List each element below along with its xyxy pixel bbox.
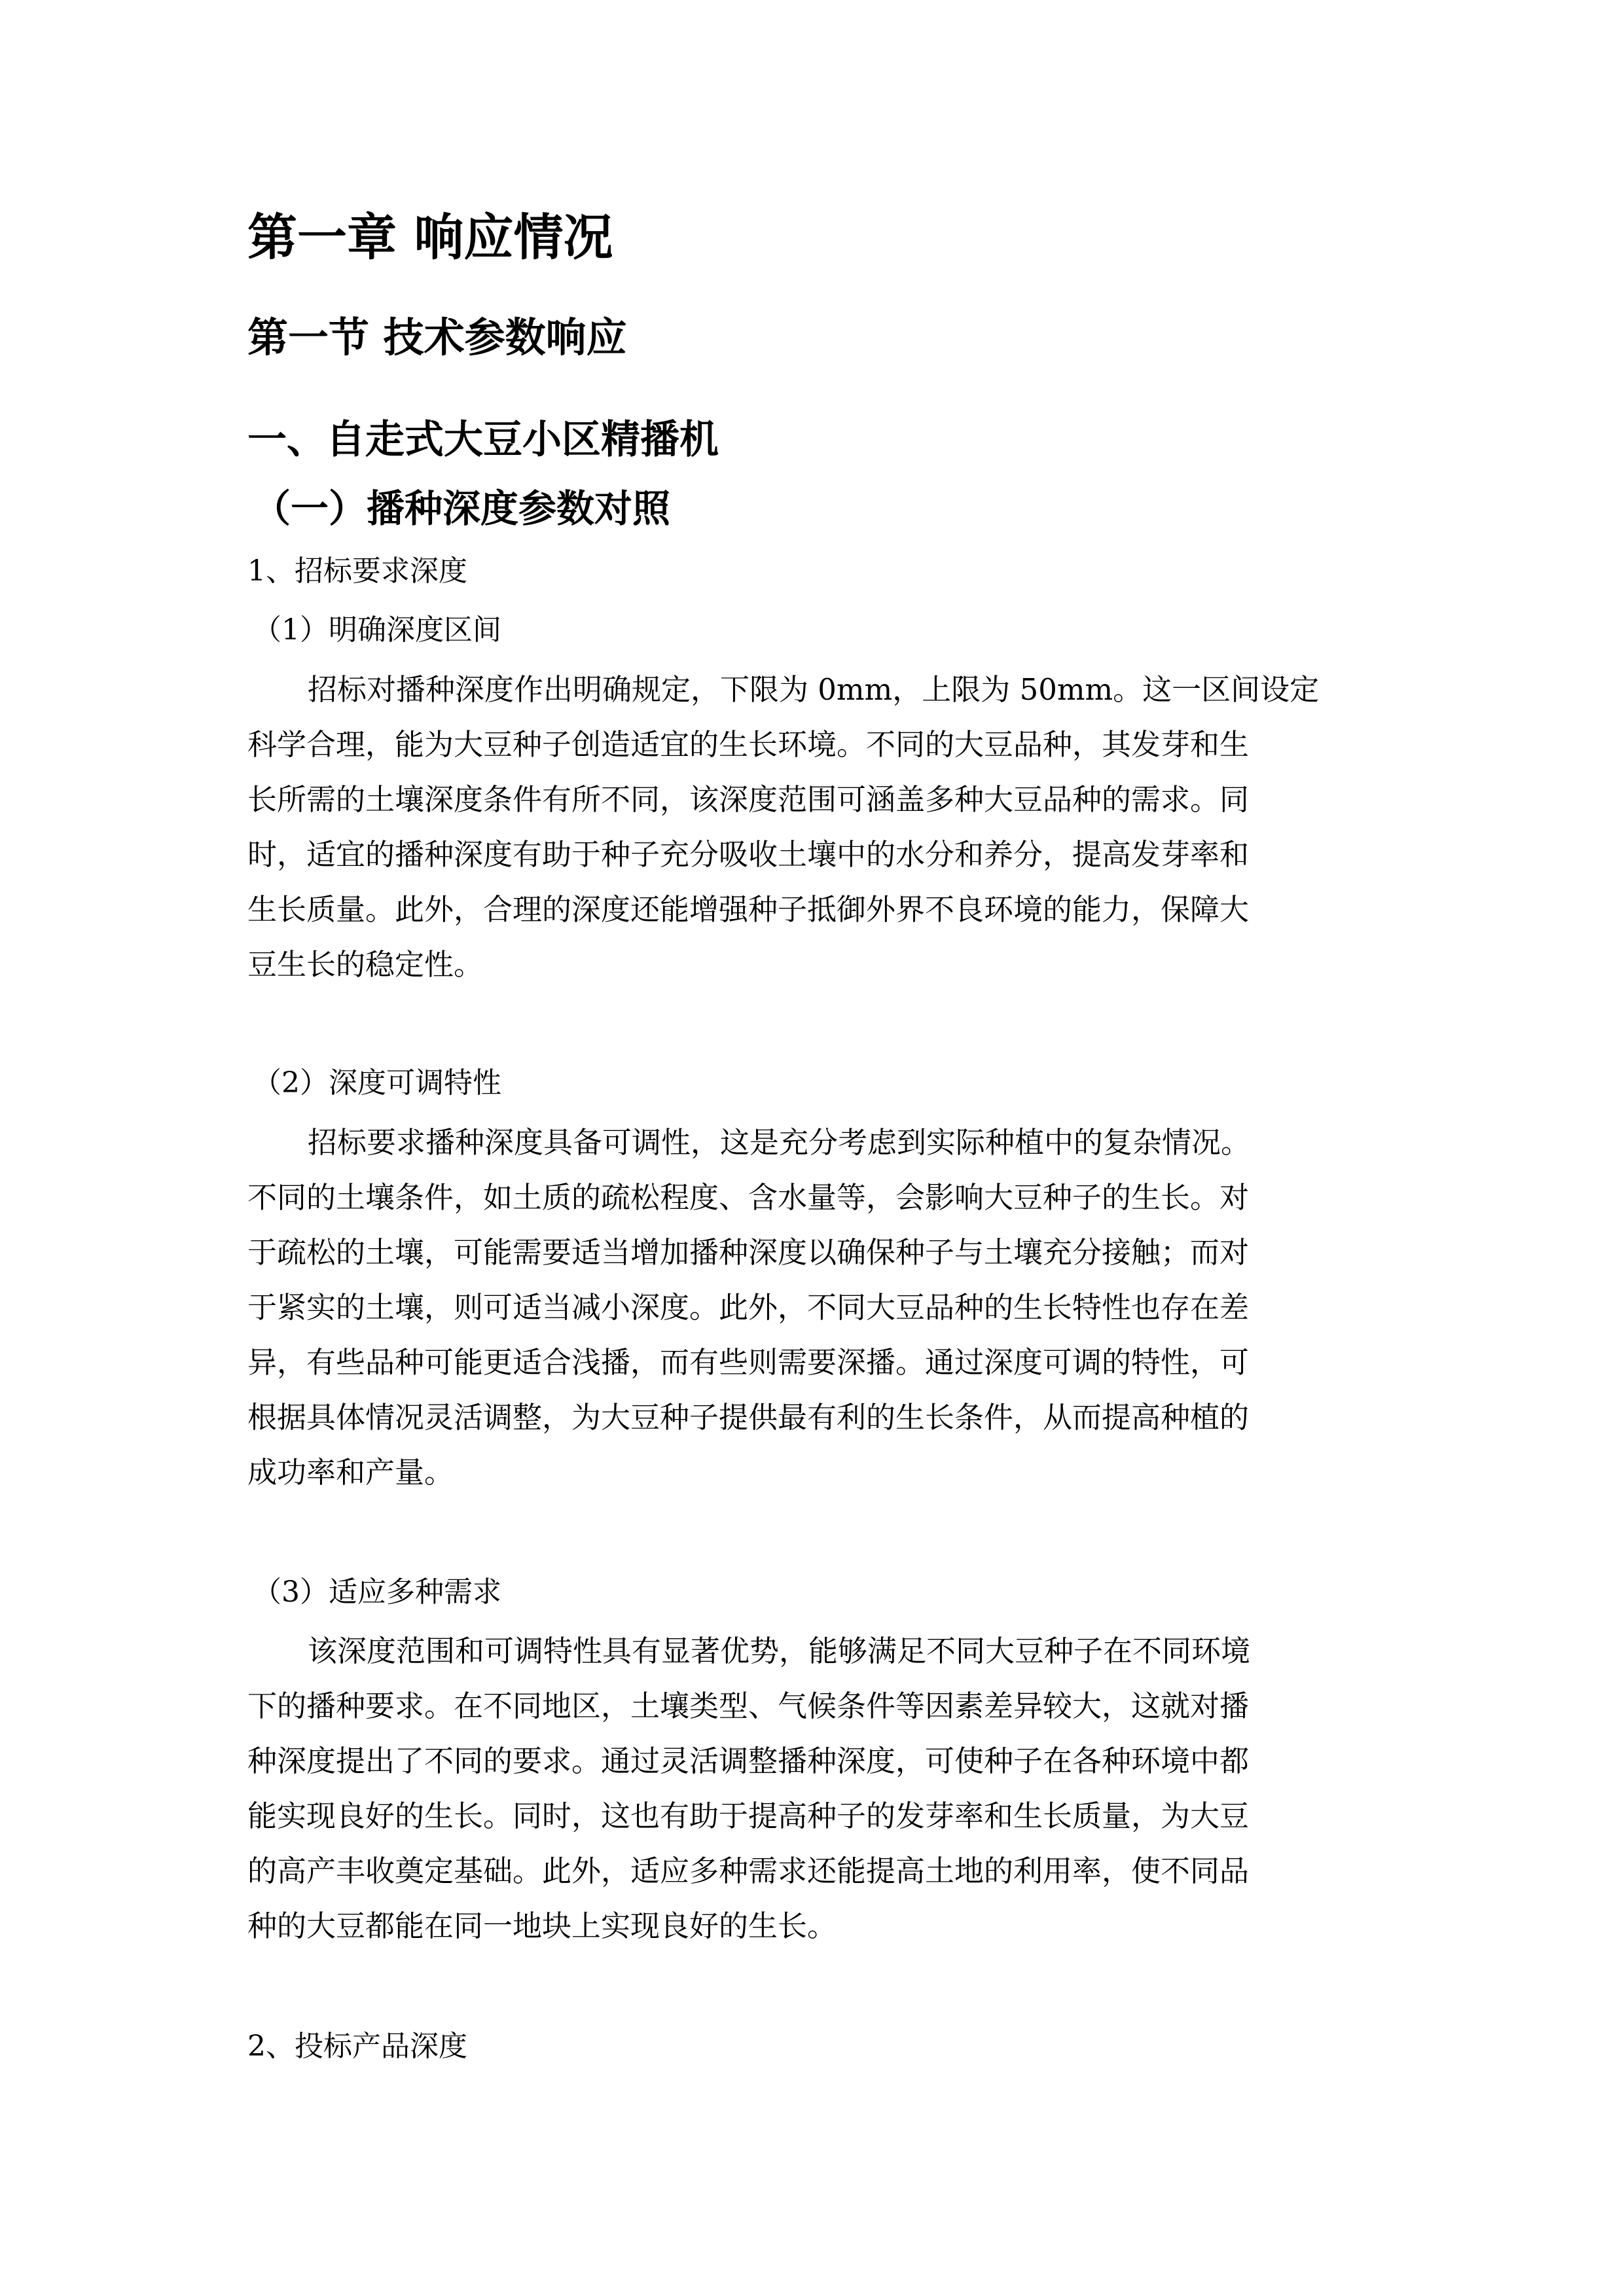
paragraph-line: 根据具体情况灵活调整，为大豆种子提供最有利的生长条件，从而提高种植的 — [247, 1400, 1250, 1435]
paragraph-line: 下的播种要求。在不同地区，土壤类型、气候条件等因素差异较大，这就对播 — [247, 1689, 1250, 1723]
paragraph-line: 不同的土壤条件，如土质的疏松程度、含水量等，会影响大豆种子的生长。对 — [247, 1180, 1250, 1215]
chapter-title: 第一章 响应情况 — [247, 208, 613, 266]
sub1-paragraph — [247, 662, 1376, 992]
paragraph-line: 于疏松的土壤，可能需要适当增加播种深度以确保种子与土壤充分接触；而对 — [247, 1235, 1250, 1270]
paragraph-line: 种深度提出了不同的要求。通过灵活调整播种深度，可使种子在各种环境中都 — [247, 1744, 1250, 1778]
paragraph-line: 豆生长的稳定性。 — [247, 947, 484, 982]
paragraph-line: 该深度范围和可调特性具有显著优势，能够满足不同大豆种子在不同环境 — [308, 1634, 1251, 1668]
section-title: 第一节 技术参数响应 — [247, 314, 627, 361]
subitem-title: （一）播种深度参数对照 — [253, 486, 671, 531]
paragraph-line: 于紧实的土壤，则可适当减小深度。此外，不同大豆品种的生长特性也存在差 — [247, 1290, 1250, 1325]
paragraph-line: 时，适宜的播种深度有助于种子充分吸收土壤中的水分和养分，提高发芽率和 — [247, 837, 1250, 872]
sub2-title: （2）深度可调特性 — [253, 1066, 501, 1100]
paragraph-line: 成功率和产量。 — [247, 1455, 454, 1490]
point2-title: 2、投标产品深度 — [247, 2030, 467, 2063]
paragraph-line: 种的大豆都能在同一地块上实现良好的生长。 — [247, 1909, 837, 1943]
item-title: 一、自走式大豆小区精播机 — [247, 417, 719, 463]
paragraph-line: 招标要求播种深度具备可调性，这是充分考虑到实际种植中的复杂情况。 — [308, 1125, 1251, 1160]
point1-title: 1、招标要求深度 — [247, 554, 467, 588]
paragraph-line: 科学合理，能为大豆种子创造适宜的生长环境。不同的大豆品种，其发芽和生 — [247, 727, 1250, 762]
paragraph-line: 异，有些品种可能更适合浅播，而有些则需要深播。通过深度可调的特性，可 — [247, 1345, 1250, 1380]
paragraph-line: 生长质量。此外，合理的深度还能增强种子抵御外界不良环境的能力，保障大 — [247, 892, 1250, 927]
sub3-title: （3）适应多种需求 — [253, 1575, 501, 1609]
paragraph-line: 招标对播种深度作出明确规定，下限为 0mm，上限为 50mm。这一区间设定 — [308, 672, 1320, 707]
sub1-title: （1）明确深度区间 — [253, 613, 501, 647]
paragraph-line: 长所需的土壤深度条件有所不同，该深度范围可涵盖多种大豆品种的需求。同 — [247, 782, 1250, 817]
paragraph-line: 能实现良好的生长。同时，这也有助于提高种子的发芽率和生长质量，为大豆 — [247, 1799, 1250, 1833]
sub3-paragraph — [247, 1624, 1376, 1954]
sub2-paragraph — [247, 1115, 1376, 1500]
paragraph-line: 的高产丰收奠定基础。此外，适应多种需求还能提高土地的利用率，使不同品 — [247, 1854, 1250, 1888]
